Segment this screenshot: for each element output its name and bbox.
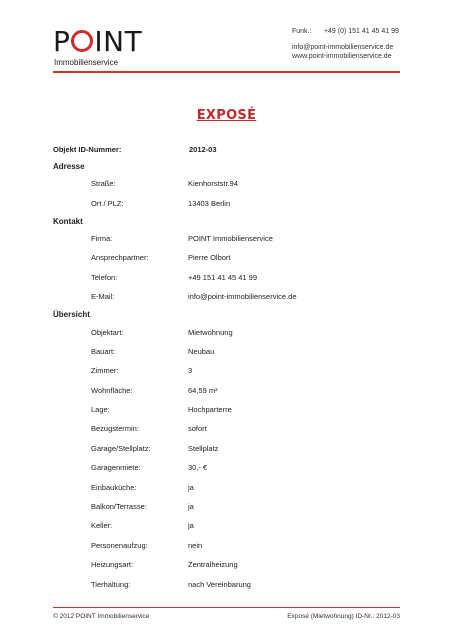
detail-label: Straße: [91,179,116,189]
object-id-label: Objekt ID-Nummer: [53,144,122,154]
detail-value: Kienhorststr.94 [188,179,239,189]
contact-email-value: info@point-immobilienservice.de [188,292,297,302]
detail-label: Garagenmiete: [91,463,141,473]
detail-row [53,287,413,306]
detail-value: Neubau [188,346,215,356]
detail-value: Zentralheizung [188,560,238,570]
page-title: EXPOSÉ [196,108,257,123]
object-id-value: 2012-03 [189,144,217,154]
logo-subtitle: Immobilienservice [54,58,119,67]
section-heading-uebersicht: Übersicht [53,310,90,320]
section-heading-adresse: Adresse [53,162,85,171]
detail-label: Keller: [91,521,113,531]
detail-row [53,439,413,458]
detail-row [53,342,413,361]
detail-row [53,268,413,287]
detail-label: Telefon: [91,272,118,282]
detail-row [53,248,413,267]
expose-details [53,140,413,594]
detail-row [53,174,413,193]
detail-value: ja [188,482,194,492]
detail-value: Stellplatz [188,443,219,453]
header-website: www.point-immobilienservice.de [292,53,392,60]
header-phone-row [292,27,399,37]
detail-value: nach Vereinbarung [188,579,251,589]
detail-row [53,536,413,555]
detail-row [53,419,413,438]
detail-row [53,555,413,574]
company-logo [53,25,143,67]
detail-label: Tierhaltung: [91,579,131,589]
header-email: info@point-immobilienservice.de [292,43,394,51]
detail-label: Balkon/Terrasse: [91,502,147,512]
footer-document-id: Exposé (Mietwohnung) ID-Nr.: 2012-03 [287,613,400,620]
detail-value: ja [188,521,194,531]
page-footer [53,613,400,620]
phone-number: +49 (0) 151 41 45 41 99 [323,28,399,35]
detail-value: 64,59 m² [188,385,218,395]
detail-row [53,381,413,400]
detail-value: Mietwohnung [188,327,233,337]
detail-row [53,322,413,341]
detail-row [53,193,413,212]
detail-row [53,516,413,535]
detail-row [53,361,413,380]
detail-value: Hochparterre [188,405,232,415]
logo-wordmark: P INT [53,25,143,58]
detail-label: Ansprechpartner: [91,253,149,263]
detail-label: Wohnfläche: [91,385,133,395]
footer-divider [53,607,400,608]
detail-value: +49 151 41 45 41 99 [188,272,258,282]
detail-row [53,400,413,419]
detail-label: Firma: [91,233,113,243]
detail-value: nein [188,540,203,550]
footer-copyright: © 2012 POINT Immobilienservice [53,613,150,620]
detail-value: POINT Immobilienservice [188,233,273,243]
detail-label: Lage: [91,405,110,415]
detail-label: Garage/Stellplatz: [91,443,151,453]
detail-value: Pierre Olbort [188,253,231,263]
section-heading-kontakt: Kontakt [53,216,83,226]
detail-row [53,574,413,593]
detail-value: 3 [188,366,193,376]
detail-label: Personenaufzug: [91,540,148,550]
detail-label: E-Mail: [91,292,115,302]
header-contact [292,27,399,62]
detail-value: ja [188,502,194,512]
detail-row [53,497,413,516]
detail-value: 30,- € [188,463,208,473]
phone-label: Funk.: [292,28,312,35]
detail-label: Bauart: [91,346,116,356]
detail-label: Ort / PLZ: [91,198,124,208]
detail-value: 13403 Berlin [188,198,231,208]
detail-label: Zimmer: [91,366,119,376]
detail-row [53,229,413,248]
detail-label: Objektart: [91,327,124,337]
logo-o-ring-icon [71,30,93,52]
detail-label: Heizungsart: [91,560,134,570]
object-id-row [53,140,413,158]
detail-value: sofort [188,424,207,434]
detail-row [53,477,413,496]
detail-row [53,458,413,477]
detail-label: Einbauküche: [91,482,137,492]
detail-label: Bezugstermin: [91,424,139,434]
header-divider [53,71,400,73]
